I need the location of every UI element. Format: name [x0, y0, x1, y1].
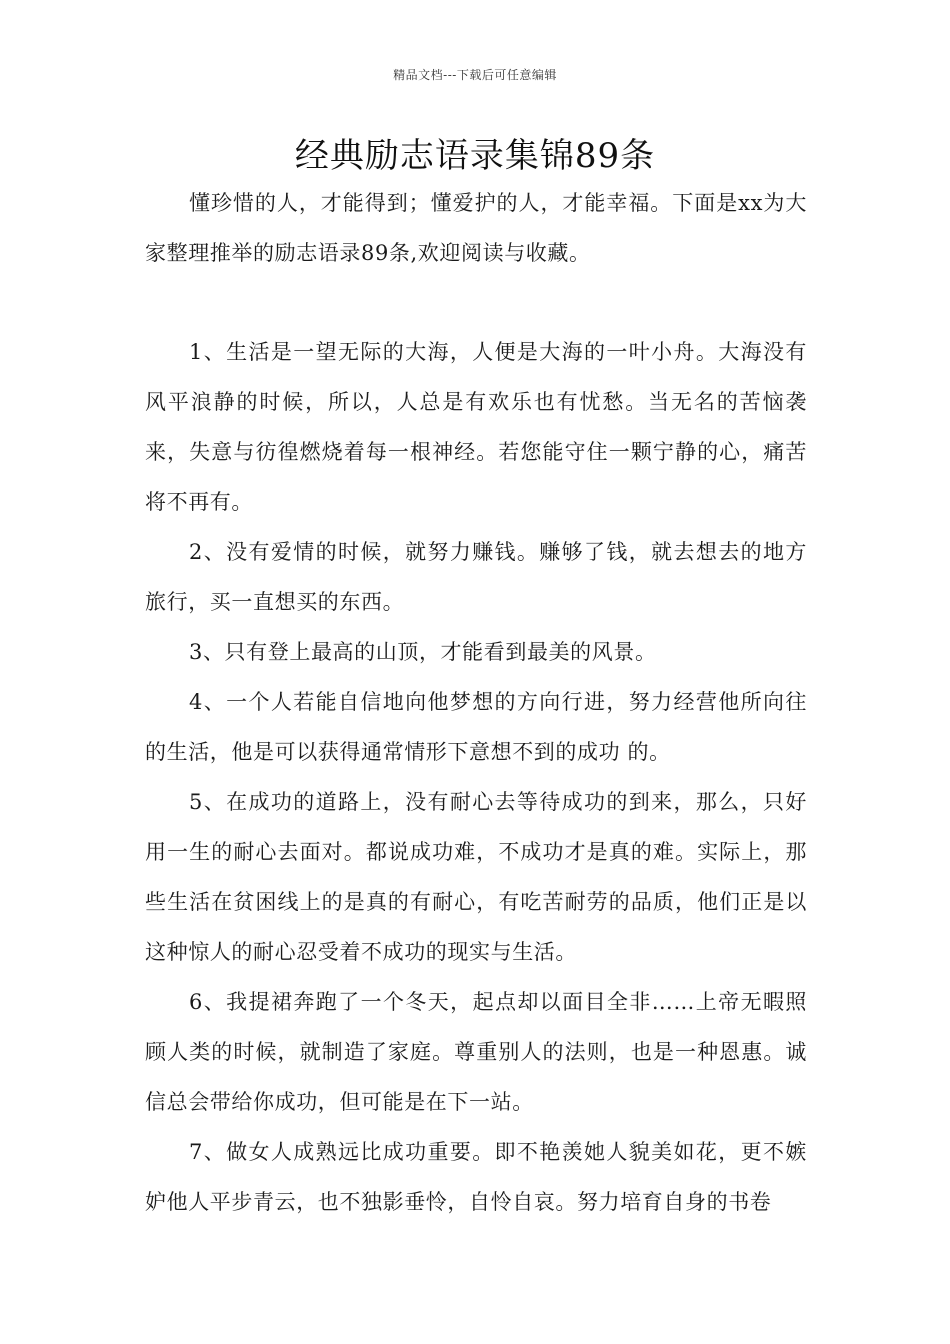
intro-section	[145, 178, 807, 278]
quote-item-7: 7、做女人成熟远比成功重要。即不艳羡她人貌美如花，更不嫉妒他人平步青云，也不独影垂怜，自怜自哀。努力培育自身的书卷	[145, 1140, 807, 1214]
document-title: 经典励志语录集锦89条	[294, 136, 656, 176]
header-note: 精品文档---下载后可任意编辑	[393, 68, 557, 82]
quote-item-3: 3、只有登上最高的山顶，才能看到最美的风景。	[189, 640, 657, 664]
quote-item-1: 1、生活是一望无际的大海，人便是大海的一叶小舟。大海没有风平浪静的时候，所以，人总是有欢乐也有忧愁。当无名的苦恼袭来，失意与彷徨燃烧着每一根神经。若您能守住一颗宁静的心，痛苦将不再有。	[145, 340, 807, 514]
quote-item-6: 6、我提裙奔跑了一个冬天，起点却以面目全非……上帝无暇照顾人类的时候，就制造了家庭。尊重别人的法则，也是一种恩惠。诚信总会带给你成功，但可能是在下一站。	[145, 990, 807, 1114]
quotes-list	[145, 327, 807, 1227]
intro-paragraph: 懂珍惜的人，才能得到；懂爱护的人，才能幸福。下面是xx为大家整理推举的励志语录89条,欢迎阅读与收藏。	[145, 191, 807, 265]
quote-item-2: 2、没有爱情的时候，就努力赚钱。赚够了钱，就去想去的地方旅行，买一直想买的东西。	[145, 540, 807, 614]
quote-item-5: 5、在成功的道路上，没有耐心去等待成功的到来，那么，只好用一生的耐心去面对。都说成功难，不成功才是真的难。实际上，那些生活在贫困线上的是真的有耐心，有吃苦耐劳的品质，他们正是以这种惊人的耐心忍受着不成功的现实与生活。	[145, 790, 807, 964]
quote-item-4: 4、一个人若能自信地向他梦想的方向行进，努力经营他所向往的生活，他是可以获得通常情形下意想不到的成功 的。	[145, 690, 807, 764]
